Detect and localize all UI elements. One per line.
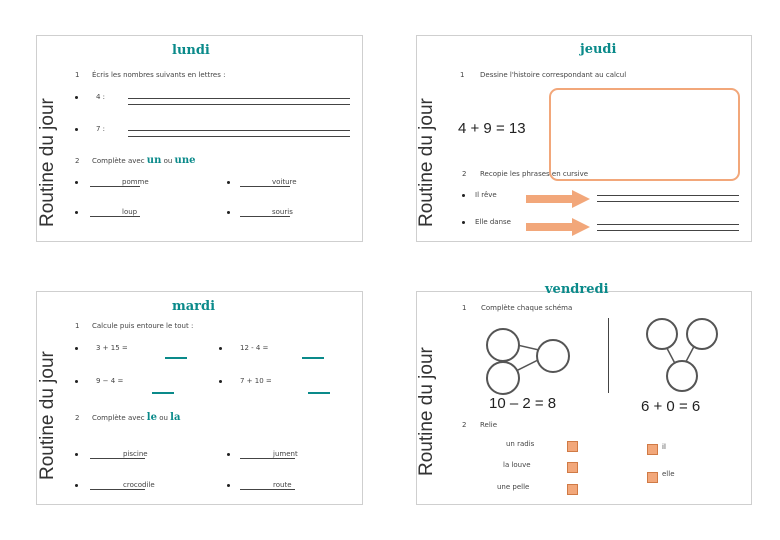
lundi-ex2-instruction [92,155,195,166]
relie-dot[interactable] [647,444,658,455]
bullet [462,194,465,197]
bullet [75,347,78,350]
fill-blank[interactable] [240,186,290,187]
arrow-right-icon [526,190,592,208]
vendredi-equation-1: 10 – 2 = 8 [489,395,557,412]
card-mardi [36,291,363,505]
vendredi-ex2-number: 2 [462,421,467,429]
mardi-ex2-instruction [92,412,180,423]
lundi-item-4: 4 : [96,93,106,101]
mardi-word: jument [273,450,298,458]
mardi-word: route [273,481,292,489]
side-label-jeudi: Routine du jour [416,98,437,227]
article-une: une [174,155,196,166]
answer-mark[interactable] [302,357,324,359]
scheme-circle[interactable] [666,360,698,392]
jeudi-ex1-number: 1 [460,71,465,79]
divider [608,318,609,393]
day-title-lundi: lundi [172,43,210,58]
drawing-box[interactable] [549,88,740,181]
article-le: le [146,412,157,423]
mardi-calc: 12 - 4 = [240,344,269,352]
mardi-word: piscine [123,450,148,458]
relie-left-word: la louve [503,461,531,469]
copy-line[interactable] [597,195,739,196]
mardi-calc: 9 − 4 = [96,377,124,385]
mardi-word: crocodile [123,481,155,489]
article-la: la [170,412,181,423]
bullet [227,453,230,456]
bullet [462,221,465,224]
relie-right-word: il [662,443,666,451]
arrow-right-icon [526,218,592,236]
answer-line[interactable] [128,104,350,105]
day-title-vendredi: vendredi [545,282,609,297]
scheme-circle[interactable] [486,328,520,362]
card-lundi [36,35,363,242]
copy-line[interactable] [597,201,739,202]
bullet [75,211,78,214]
bullet [75,380,78,383]
relie-dot[interactable] [567,441,578,452]
jeudi-calculation: 4 + 9 = 13 [458,120,526,137]
jeudi-sentence: Elle danse [475,218,511,226]
lundi-item-7: 7 : [96,125,106,133]
ex2-prefix: Complète avec [92,414,145,422]
fill-blank[interactable] [90,216,140,217]
bullet [219,380,222,383]
answer-line[interactable] [128,98,350,99]
bullet [219,347,222,350]
jeudi-ex2-number: 2 [462,170,467,178]
bullet [75,484,78,487]
fill-blank[interactable] [90,458,145,459]
vendredi-equation-2: 6 + 0 = 6 [641,398,701,415]
answer-mark[interactable] [152,392,174,394]
relie-right-word: elle [662,470,675,478]
lundi-ex1-number: 1 [75,71,80,79]
side-label-vendredi: Routine du jour [416,347,437,476]
mardi-ex2-number: 2 [75,414,80,422]
fill-blank[interactable] [240,458,295,459]
lundi-word: pomme [122,178,149,186]
bullet [75,128,78,131]
scheme-circle[interactable] [486,361,520,395]
scheme-circle[interactable] [686,318,718,350]
answer-mark[interactable] [165,357,187,359]
side-label-mardi: Routine du jour [37,351,58,480]
day-title-jeudi: jeudi [580,42,617,57]
jeudi-ex1-instruction: Dessine l'histoire correspondant au calcul [480,71,627,79]
jeudi-sentence: Il rêve [475,191,497,199]
mardi-calc: 7 + 10 = [240,377,272,385]
scheme-circle[interactable] [536,339,570,373]
side-label-lundi: Routine du jour [37,98,58,227]
bullet [75,181,78,184]
vendredi-ex1-instruction: Complète chaque schéma [481,304,573,312]
jeudi-ex2-instruction: Recopie les phrases en cursive [480,170,589,178]
bullet [227,211,230,214]
bullet [75,96,78,99]
relie-dot[interactable] [647,472,658,483]
article-un: un [146,155,162,166]
ex2-prefix: Complète avec [92,157,145,165]
lundi-ex1-instruction: Écris les nombres suivants en lettres : [92,71,226,79]
relie-dot[interactable] [567,484,578,495]
fill-blank[interactable] [240,216,290,217]
mardi-calc: 3 + 15 = [96,344,128,352]
fill-blank[interactable] [90,186,140,187]
fill-blank[interactable] [240,489,295,490]
scheme-circle[interactable] [646,318,678,350]
lundi-word: voiture [272,178,297,186]
answer-line[interactable] [128,130,350,131]
bullet [227,484,230,487]
relie-left-word: une pelle [497,483,530,491]
relie-left-word: un radis [506,440,535,448]
ex2-mid: ou [159,414,168,422]
bullet [227,181,230,184]
vendredi-ex1-number: 1 [462,304,467,312]
copy-line[interactable] [597,224,739,225]
fill-blank[interactable] [90,489,145,490]
ex2-mid: ou [163,157,173,165]
lundi-ex2-number: 2 [75,157,80,165]
day-title-mardi: mardi [172,299,216,314]
lundi-word: souris [272,208,293,216]
answer-mark[interactable] [308,392,330,394]
mardi-ex1-number: 1 [75,322,80,330]
relie-dot[interactable] [567,462,578,473]
copy-line[interactable] [597,230,739,231]
bullet [75,453,78,456]
vendredi-ex2-instruction: Relie [480,421,498,429]
answer-line[interactable] [128,136,350,137]
lundi-word: loup [122,208,138,216]
mardi-ex1-instruction: Calcule puis entoure le tout : [92,322,194,330]
